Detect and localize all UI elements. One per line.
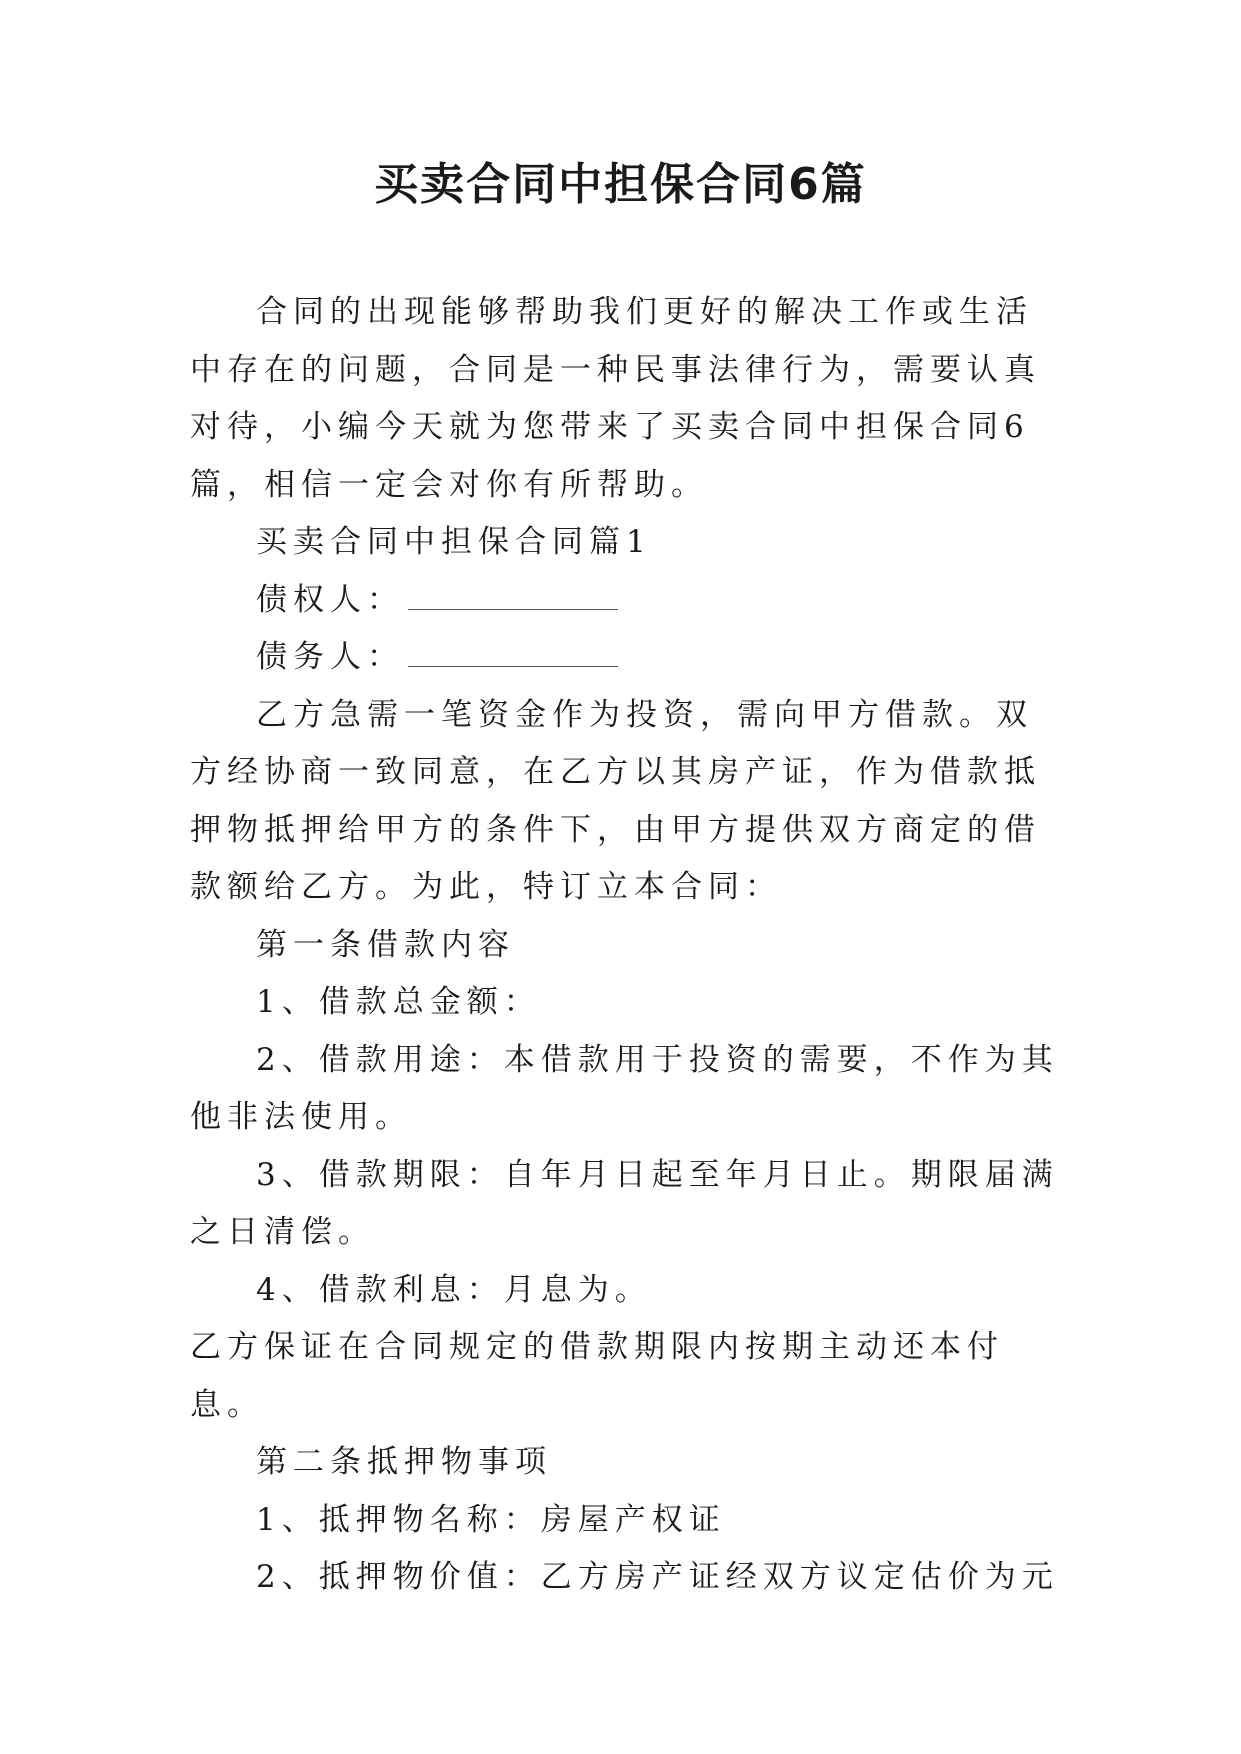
debtor-blank [408, 644, 618, 667]
document-body [190, 284, 1060, 1607]
intro-paragraph: 合同的出现能够帮助我们更好的解决工作或生活中存在的问题，合同是一种民事法律行为，需要认真对待，小编今天就为您带来了买卖合同中担保合同6篇，相信一定会对你有所帮助。 [190, 294, 1041, 503]
article1-item-2: 2、借款用途：本借款用于投资的需要，不作为其他非法使用。 [190, 1041, 1059, 1135]
article1-item-4: 4、借款利息：月息为。 [256, 1271, 652, 1308]
article1-heading: 第一条借款内容 [256, 926, 515, 963]
guarantee-line: 乙方保证在合同规定的借款期限内按期主动还本付息。 [190, 1329, 1004, 1423]
creditor-blank [408, 587, 618, 610]
creditor-line [190, 572, 1060, 630]
article2-item-2: 2、抵押物价值：乙方房产证经双方议定估价为元 [256, 1559, 1059, 1595]
section-heading: 买卖合同中担保合同篇1 [256, 524, 652, 560]
article1-item-3: 3、借款期限：自年月日起至年月日止。期限届满之日清偿。 [190, 1156, 1059, 1250]
document-title: 买卖合同中担保合同6篇 [374, 159, 867, 210]
preamble-paragraph: 乙方急需一笔资金作为投资，需向甲方借款。双方经协商一致同意，在乙方以其房产证，作为借款抵押物抵押给甲方的条件下，由甲方提供双方商定的借款额给乙方。为此，特订立本合同： [190, 696, 1041, 905]
article1-item-1: 1、借款总金额： [256, 984, 541, 1020]
creditor-label: 债权人： [256, 581, 404, 618]
article2-heading: 第二条抵押物事项 [256, 1444, 552, 1480]
article2-item-1: 1、抵押物名称：房屋产权证 [256, 1501, 726, 1538]
debtor-line [190, 629, 1060, 687]
debtor-label: 债务人： [256, 639, 404, 675]
